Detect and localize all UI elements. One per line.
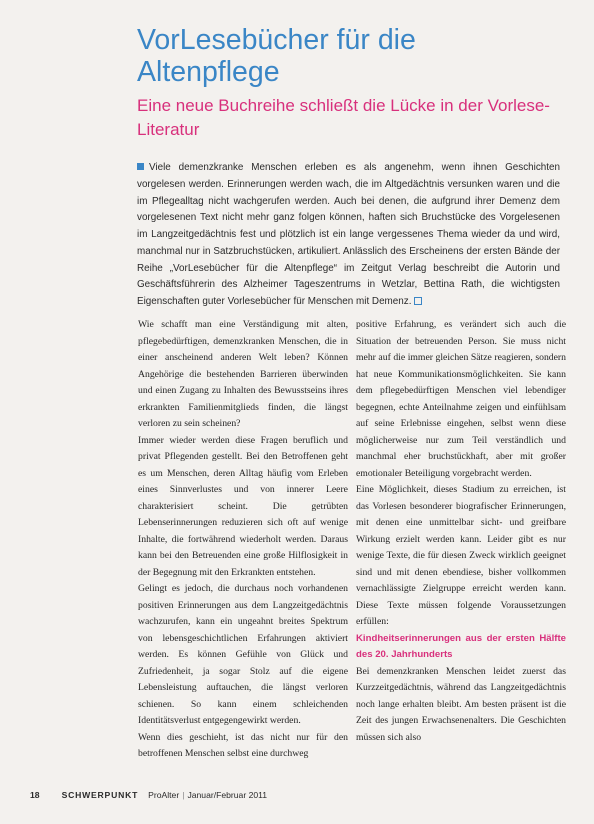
- article-title: VorLesebücher für die Altenpflege: [137, 24, 416, 88]
- end-square-icon: [414, 297, 422, 305]
- body-column-left: [138, 317, 348, 763]
- body-paragraph: Eine Möglichkeit, dieses Stadium zu erreichen, ist das Vorlesen besonderer biografischer Erinnerungen, mit denen eine unmittelbar sicht- und greifbare Wirkung erzielt werden kann. Leider gibt es nur wenige Texte, die für diesen Zweck wirklich geeignet sind und mit denen ebendiese, bisher vollkommen vernachlässigte Zielgruppe erreicht werden kann. Diese Texte müssen folgende Voraussetzungen erfüllen:: [356, 484, 566, 627]
- article-lead: [137, 160, 560, 311]
- article-subtitle: Eine neue Buchreihe schließt die Lücke in der Vorlese-Literatur: [137, 96, 550, 139]
- body-paragraph: Wenn dies geschieht, ist das nicht nur für den betroffenen Menschen selbst eine durchweg: [138, 731, 348, 759]
- body-paragraph: Bei demenzkranken Menschen leidet zuerst das Kurzzeitgedächtnis, während das Langzeitgedächtnis noch lange erhalten bleibt. Am besten präsent ist die Zeit des jungen Erwachsenenalters. Die Geschichten müssen sich also: [356, 665, 566, 743]
- magazine-name: ProAlter: [148, 790, 180, 800]
- section-name: SCHWERPUNKT: [61, 790, 139, 800]
- body-paragraph: Wie schafft man eine Verständigung mit alten, pflegebedürftigen, demenzkranken Menschen, die in einer anscheinend anderen Welt leben? Können Angehörige die bestehenden Barrieren überwinden und einen Zugang zu Inhalten des Bewusstseins ihres erkrankten Familienmitglieds finden, die längst verloren zu sein scheinen?: [138, 319, 348, 429]
- body-column-right: [356, 317, 566, 746]
- footer-separator: |: [182, 790, 185, 800]
- page-number: 18: [30, 790, 40, 800]
- square-bullet-icon: [137, 163, 144, 170]
- page-footer: [30, 790, 570, 800]
- lead-text: Viele demenzkranke Menschen erleben es als angenehm, wenn ihnen Geschichten vorgelesen werden. Erinnerungen werden wach, die im Altgedächtnis versunken waren und die im Pflegealltag nicht wachgerufen werden. Auch bei denen, die aufgrund ihrer Demenz dem vorgelesenen Text nicht mehr ganz folgen können, haften sich Bruchstücke des Vorgelesenen im Langzeitgedächtnis fest und plötzlich ist ein lange vergessenes Thema wieder da und wird, manchmal nur in Satzbruchstücken, artikuliert. Anlässlich des Erscheinens der ersten Bände der Reihe „VorLesebücher für die Altenpflege“ im Zeitgut Verlag beschreibt die Autorin und Geschäftsführerin des Alzheimer Tageszentrums in Wetzlar, Bettina Rath, die wichtigsten Eigenschaften guter Vorlesebücher für Menschen mit Demenz.: [137, 162, 560, 307]
- body-paragraph: positive Erfahrung, es verändert sich auch die Situation der betreuenden Person. Sie muss nicht mehr auf die immer gleichen Sätze reagieren, sondern hat neue Kommunikationsmöglichkeiten. Sie kann dem pflegebedürftigen Menschen viel lebendiger begegnen, echte Anteilnahme zeigen und einfühlsam auf seine Erlebnisse eingehen, selbst wenn diese möglicherweise nur zum Teil verständlich und manchmal eher bruchstückhaft, aber mit großer emotionaler Beteiligung vorgebracht werden.: [356, 319, 566, 479]
- issue-date: Januar/Februar 2011: [187, 790, 268, 800]
- section-subheading: Kindheitserinnerungen aus der ersten Hälfte des 20. Jahrhunderts: [356, 632, 566, 660]
- body-paragraph: Immer wieder werden diese Fragen beruflich und privat Pflegenden gestellt. Bei den Betroffenen geht es um Menschen, deren Alltag häufig vom Erleben eines Sinnverlustes und von innerer Leere charakterisiert scheint. Die getrübten Lebenserinnerungen reduzieren sich oft auf wenige Inhalte, die fortwährend wiederholt werden. Daraus kann bei den Betreuenden eine große Hilflosigkeit in der Begegnung mit den Erkrankten entstehen.: [138, 434, 348, 578]
- body-paragraph: Gelingt es jedoch, die durchaus noch vorhandenen positiven Erinnerungen aus dem Langzeitgedächtnis wachzurufen, kann ein ungeahnt breites Spektrum von lebensgeschichtlichen Erfahrungen aktiviert werden. Es können Gefühle von Glück und Zufriedenheit, ja sogar Stolz auf die eigene Lebensleistung auftauchen, die längst verloren schienen. So kann einem schleichenden Identitätsverlust entgegengewirkt werden.: [138, 583, 348, 726]
